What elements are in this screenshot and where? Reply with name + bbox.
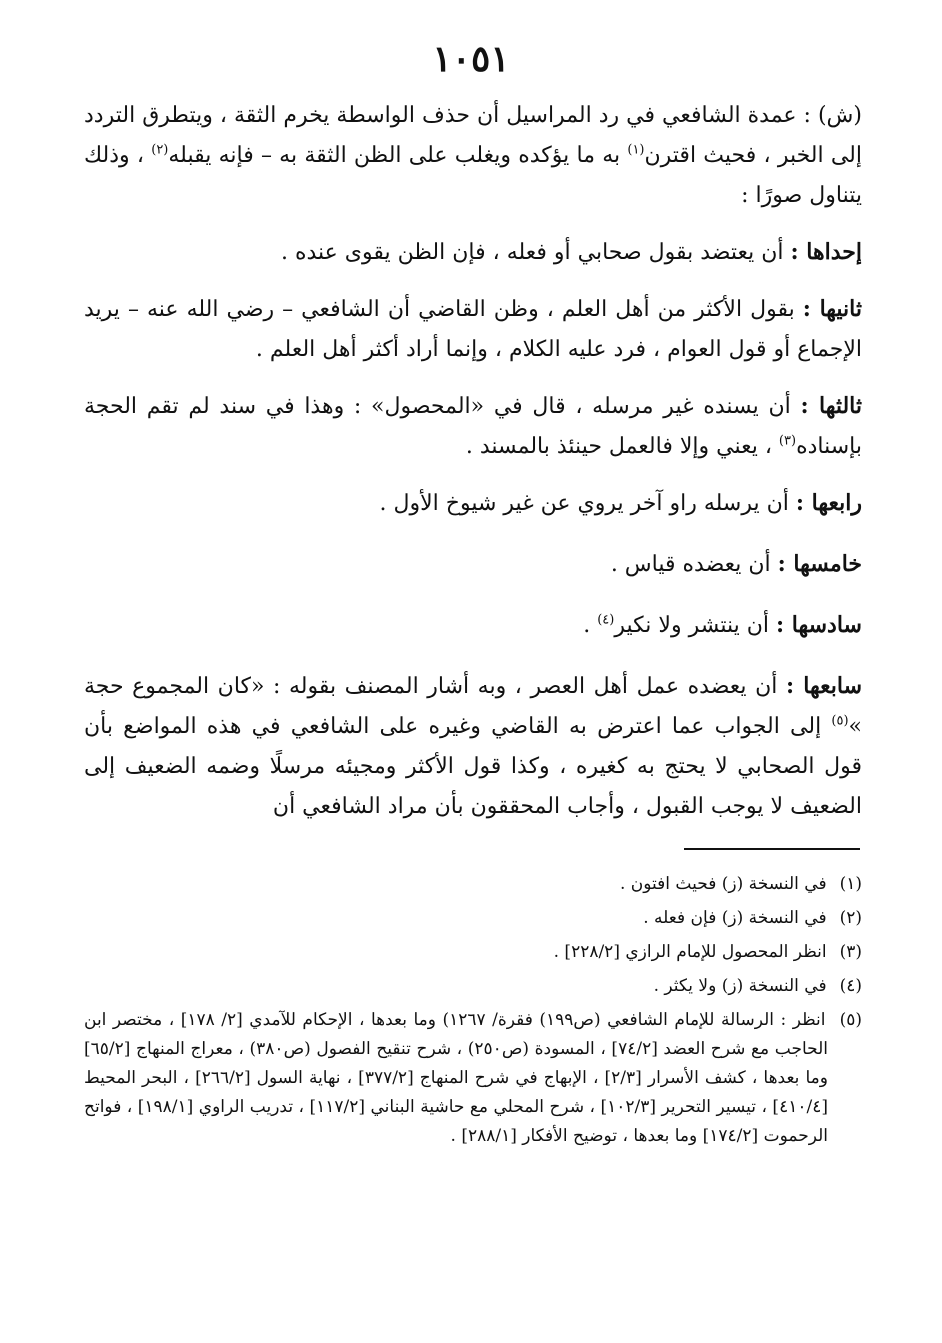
paragraph-fourth-text: أن يرسله راو آخر يروي عن غير شيوخ الأول .: [379, 491, 796, 516]
footnote-number: (٣): [839, 942, 862, 962]
footnote-item: [84, 938, 862, 967]
footnote-marker-1[interactable]: (١): [627, 142, 645, 158]
commentary-body: [84, 96, 862, 843]
paragraph-fifth-text: أن يعضده قياس .: [610, 552, 778, 577]
footnotes: [84, 870, 862, 1156]
paragraph-seventh-lead: سابعها :: [785, 673, 863, 699]
intro-text-3: ، وذلك يتناول صورًا :: [84, 143, 862, 208]
paragraph-seventh: [84, 666, 862, 827]
paragraph-second: [84, 289, 862, 370]
page-number: ١٠٥١: [432, 38, 510, 80]
intro-text-1: (ش) : عمدة الشافعي في رد المراسيل أن حذف الواسطة يخرم الثقة ، ويتطرق التردد إلى الخبر ، فحيث اقترن: [84, 103, 862, 168]
footnote-marker-4[interactable]: (٤): [597, 612, 615, 628]
footnote-item: [84, 972, 862, 1001]
paragraph-sixth-lead: سادسها :: [776, 612, 862, 638]
paragraph-first: [84, 232, 862, 273]
footnote-number: (٤): [839, 976, 862, 996]
paragraph-sixth-text: أن ينتشر ولا نكير: [614, 613, 776, 638]
paragraph-fifth-lead: خامسها :: [777, 551, 862, 577]
footnote-text: في النسخة (ز) فإن فعله .: [643, 908, 832, 928]
footnote-item: [84, 1006, 862, 1151]
paragraph-first-text: أن يعتضد بقول صحابي أو فعله ، فإن الظن يقوى عنده .: [280, 240, 791, 265]
paragraph-first-lead: إحداها :: [790, 239, 862, 265]
paragraph-sixth-end: .: [583, 613, 598, 638]
footnote-text: في النسخة (ز) ولا يكثر .: [653, 976, 832, 996]
paragraph-fourth: [84, 483, 862, 524]
intro-text-2: به ما يؤكده ويغلب على الظن الثقة به – فإنه يقبله: [168, 143, 628, 168]
paragraph-third-text-1: أن يسنده غير مرسله ، قال في «المحصول» : وهذا في سند لم تقم الحجة بإسناده: [84, 394, 862, 459]
footnote-text: انظر المحصول للإمام الرازي [٢٢٨/٢] .: [553, 942, 832, 962]
paragraph-second-lead: ثانيها :: [802, 296, 862, 322]
paragraph-sixth: [84, 605, 862, 646]
footnote-number: (١): [839, 874, 862, 894]
paragraph-second-text: بقول الأكثر من أهل العلم ، وظن القاضي أن الشافعي – رضي الله عنه – يريد الإجماع أو قول العوام ، فرد عليه الكلام ، وإنما أراد أكثر أهل العلم .: [84, 297, 862, 362]
footnote-item: [84, 870, 862, 899]
footnote-text: انظر : الرسالة للإمام الشافعي (ص١٩٩) فقرة/ ١٢٦٧) وما بعدها ، الإحكام للآمدي [٢/ ١٧٨] ، مختصر ابن الحاجب مع شرح العضد [٧٤/٢] ، المسودة (ص٢٥٠) ، شرح تنقيح الفصول (ص٣٨٠) ، معراج المنهاج [٦٥/٢] وما بعدها ، كشف الأسرار [٢/٣] ، الإبهاج في شرح المنهاج [٣٧٧/٢] ، نهاية السول [٢٦٦/٢] ، البحر المحيط [٤١٠/٤] ، تيسير التحرير [١٠٢/٣] ، شرح المحلي مع حاشية البناني [١١٧/٢] ، تدريب الراوي [١٩٨/١] ، فواتح الرحموت [١٧٤/٢] وما بعدها ، توضيح الأفكار [٢٨٨/١] .: [84, 1010, 833, 1146]
intro-paragraph: [84, 96, 862, 216]
footnote-marker-3[interactable]: (٣): [778, 433, 797, 449]
paragraph-fifth: [84, 544, 862, 585]
paragraph-third-text-2: ، يعني وإلا فالعمل حينئذ بالمسند .: [465, 434, 779, 459]
paragraph-seventh-text-1: أن يعضده عمل أهل العصر ، وبه أشار المصنف بقوله : «كان المجموع حجة »: [84, 674, 862, 739]
paragraph-fourth-lead: رابعها :: [795, 490, 862, 516]
footnote-text: في النسخة (ز) فحيث افتون .: [619, 874, 832, 894]
footnote-marker-2[interactable]: (٢): [151, 142, 169, 158]
footnote-item: [84, 904, 862, 933]
footnote-separator: [684, 848, 860, 850]
footnote-number: (٥): [839, 1010, 863, 1030]
footnote-marker-5[interactable]: (٥): [831, 713, 849, 729]
paragraph-seventh-text-2: إلى الجواب عما اعترض به القاضي وغيره على الشافعي في هذه المواضع بأن قول الصحابي لا يحتج به كغيره ، وكذا قول الأكثر ومجيئه مرسلًا وضمه الضعيف إلى الضعيف لا يوجب القبول ، وأجاب المحققون بأن مراد الشافعي أن: [84, 714, 862, 819]
paragraph-third: [84, 386, 862, 467]
footnote-number: (٢): [839, 908, 862, 928]
paragraph-third-lead: ثالثها :: [800, 393, 863, 419]
